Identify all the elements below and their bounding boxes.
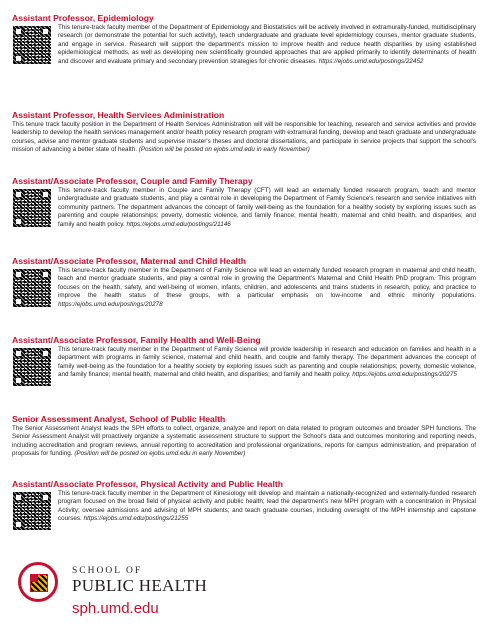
posting-note: (Position will be posted on ejobs.umd.edu in early November): [138, 146, 310, 154]
job-physical-activity-public-health: [12, 479, 476, 530]
job-link[interactable]: https://ejobs.umd.edu/postings/21255: [83, 515, 189, 523]
job-link[interactable]: https://ejobs.umd.edu/postings/21146: [126, 220, 231, 228]
job-description: This tenure-track faculty member in the Department of Family Science will provide leadership in research and education on families and health in a department with programs in family science, maternal and child health, and couple and family therapy. The department advances the concept of family well-being as the foundation for a healthy society by exploring issues such as parenting and couple relationships; poverty, domestic violence, and family finance; mental health, maternal and child health, and disparities; and family and health policy. https://ejobs.umd.edu/postings/20275: [58, 346, 476, 379]
school-logo: [14, 560, 234, 624]
website-link[interactable]: sph.umd.edu: [72, 600, 159, 617]
job-maternal-child-health: [12, 256, 476, 309]
job-senior-assessment-analyst: [12, 414, 476, 459]
job-title: Assistant/Associate Professor, Family Health and Well-Being: [12, 335, 261, 345]
job-health-services-administration: [12, 110, 476, 155]
job-title: Assistant Professor, Epidemiology: [12, 13, 154, 23]
job-description: This tenure-track faculty member in Couple and Family Therapy (CFT) will lead an externally funded research program, teach and mentor undergraduate and graduate students, and play a central role in developing the Department of Family Science's research and service initiatives with community partners. The department advances the concept of family well-being as the foundation for a healthy society by exploring issues such as parenting and couple relationships; poverty, domestic violence, and family finance; mental health, maternal and child health, and disparities; and family and health policy. https://ejobs.umd.edu/postings/21146: [58, 187, 476, 228]
job-description: This tenure track faculty position in the Department of Health Services Administration will will be responsible for teaching, research and service activities and provide leadership to develop the health services management and/or health policy research program with extramural funding, develop and teach graduate and undergraduate courses, advise and mentor graduate students and supervise master's theses and doctoral dissertations, and participate in service projects that support the school's mission of advancing a better state of health. (Position will be posted on ejobs.umd.edu in early November): [12, 121, 476, 154]
qr-code-icon[interactable]: [13, 348, 51, 386]
job-couple-family-therapy: [12, 176, 476, 229]
job-title: Assistant Professor, Health Services Administration: [12, 110, 225, 120]
logo-school-of: SCHOOL OF: [72, 566, 143, 576]
job-link[interactable]: https://ejobs.umd.edu/postings/20278: [58, 300, 163, 308]
posting-note: (Position will be posted on ejobs.umd.edu in early November): [74, 450, 246, 458]
job-family-health-well-being: [12, 335, 476, 386]
job-link[interactable]: https://ejobs.umd.edu/postings/20275: [352, 371, 457, 379]
job-title: Senior Assessment Analyst, School of Public Health: [12, 414, 226, 424]
qr-code-icon[interactable]: [13, 492, 51, 530]
qr-code-icon[interactable]: [13, 26, 51, 64]
job-title: Assistant/Associate Professor, Physical Activity and Public Health: [12, 479, 283, 489]
job-description: This tenure-track faculty member in the Department of Kinesiology will develop and maintain a nationally-recognized and externally-funded research program focused on the broad field of physical activity and public health; lead the department's new MPH program with a concentration in Physical Activity; oversee admissions and advising of MPH students; and teach graduate courses, including oversight of the MPH internship and capstone courses. https://ejobs.umd.edu/postings/21255: [58, 490, 476, 523]
job-description: This tenure-track faculty member in the Department of Family Science will lead an externally funded research program in maternal and child health, teach and mentor graduate students, and play a central role in growing the Department's Maternal and Child Health PhD program. This program focuses on the health, safety, and well-being of women, infants, children, and adolescents and trains students in research, policy, and practice to improve the health status of these groups, with a particular emphasis on low-income and ethnic minority populations. https://ejobs.umd.edu/postings/20278: [58, 267, 476, 308]
qr-code-icon[interactable]: [13, 269, 51, 307]
job-epidemiology: [12, 13, 476, 66]
logo-public-health: PUBLIC HEALTH: [72, 576, 208, 595]
qr-code-icon[interactable]: [13, 189, 51, 227]
job-description: This tenure-track faculty member of the Department of Epidemiology and Biostatistics will be actively involved in extramurally-funded, multidisciplinary research (or demonstrate the potential for such activity), teach undergraduate and graduate level epidemiology courses, mentor graduate students, and engage in service. Research will support the department's mission to improve health and reduce health disparities by using established epidemiological methods, as well as developing new scientifically grounded approaches that are applied primarily to identify determinants of health and discover and evaluate primary and secondary prevention strategies for chronic diseases. https://ejobs.umd.edu/postings/22452: [58, 24, 476, 65]
job-title: Assistant/Associate Professor, Couple and Family Therapy: [12, 176, 253, 186]
job-title: Assistant/Associate Professor, Maternal and Child Health: [12, 256, 247, 266]
university-seal-icon: [18, 562, 58, 602]
job-description: The Senior Assessment Analyst leads the SPH efforts to collect, organize, analyze and report on data related to program outcomes and broader SPH functions. The Senior Assessment Analyst will proactively organize a systematic assessment structure to support the School's data and outcomes monitoring and reporting needs, including accreditation and program reviews, annual reporting to accreditation and professional organizations, reports for campus administration, and preparation of proposals for funding. (Position will be posted on ejobs.umd.edu in early November): [12, 425, 476, 458]
job-link[interactable]: https://ejobs.umd.edu/postings/22452: [318, 57, 424, 65]
